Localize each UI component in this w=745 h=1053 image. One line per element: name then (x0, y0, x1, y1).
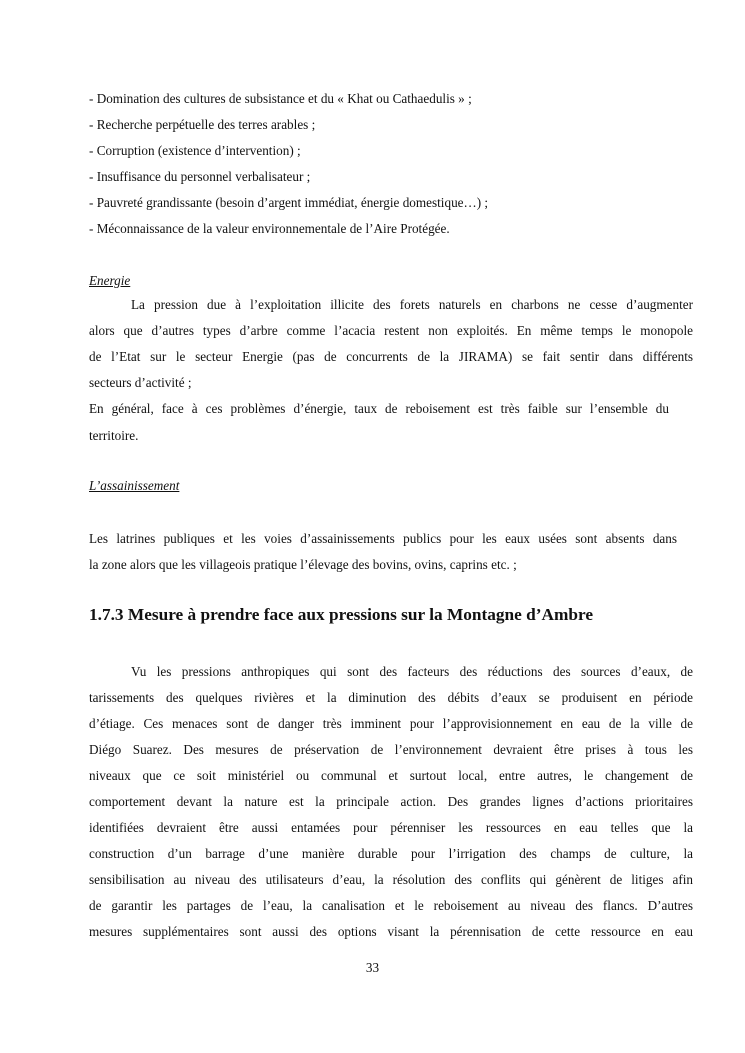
paragraph-line: la zone alors que les villageois pratique l’élevage des bovins, ovins, caprins etc. ; (89, 557, 517, 572)
paragraph-line: La pression due à l’exploitation illicite des forets naturels en charbons ne cesse d’augmenter (131, 297, 693, 312)
paragraph-line: En général, face à ces problèmes d’énergie, taux de reboisement est très faible sur l’ensemble du (89, 401, 669, 416)
assainissement-heading: L’assainissement (89, 478, 180, 493)
paragraph-line: niveaux que ce soit ministériel ou communal et surtout local, entre autres, le changement de (89, 768, 693, 783)
paragraph-line: mesures supplémentaires sont aussi des options visant la pérennisation de cette ressource en eau (89, 924, 693, 939)
paragraph-line: de l’Etat sur le secteur Energie (pas de concurrents de la JIRAMA) se fait sentir dans différents (89, 349, 693, 364)
paragraph-line: secteurs d’activité ; (89, 375, 192, 390)
paragraph-line: identifiées devraient être aussi entamées pour pérenniser les ressources en eau telles que la (89, 820, 693, 835)
paragraph-line: comportement devant la nature est la principale action. Des grandes lignes d’actions prioritaires (89, 794, 693, 809)
bullet-item: - Corruption (existence d’intervention) ; (89, 143, 301, 158)
bullet-item: - Domination des cultures de subsistance et du « Khat ou Cathaedulis » ; (89, 91, 472, 106)
paragraph-line: Diégo Suarez. Des mesures de préservation de l’environnement devraient être prises à tous les (89, 742, 693, 757)
section-title: 1.7.3 Mesure à prendre face aux pressions sur la Montagne d’Ambre (89, 605, 594, 624)
energie-heading: Energie (89, 273, 131, 288)
page-number: 33 (365, 960, 380, 975)
bullet-item: - Insuffisance du personnel verbalisateur ; (89, 169, 311, 184)
paragraph-line: tarissements des quelques rivières et la diminution des débits d’eaux se produisent en période (89, 690, 693, 705)
paragraph-line: Vu les pressions anthropiques qui sont des facteurs des réductions des sources d’eaux, de (131, 664, 693, 679)
paragraph-line: alors que d’autres types d’arbre comme l’acacia restent non exploités. En même temps le monopole (89, 323, 693, 338)
paragraph-line: Les latrines publiques et les voies d’assainissements publics pour les eaux usées sont absents dans (89, 531, 677, 546)
paragraph-line: d’étiage. Ces menaces sont de danger très imminent pour l’approvisionnement en eau de la ville de (89, 716, 693, 731)
paragraph-line: territoire. (89, 428, 139, 443)
paragraph-line: de garantir les partages de l’eau, la canalisation et le reboisement au niveau des flancs. D’autres (89, 898, 693, 913)
bullet-item: - Recherche perpétuelle des terres arables ; (89, 117, 316, 132)
bullet-item: - Pauvreté grandissante (besoin d’argent immédiat, énergie domestique…) ; (89, 195, 489, 210)
bullet-item: - Méconnaissance de la valeur environnementale de l’Aire Protégée. (89, 221, 450, 236)
paragraph-line: sensibilisation au niveau des utilisateurs d’eau, la résolution des conflits qui génèrent de litiges afin (89, 872, 693, 887)
paragraph-line: construction d’un barrage d’une manière durable pour l’irrigation des champs de culture, la (89, 846, 693, 861)
